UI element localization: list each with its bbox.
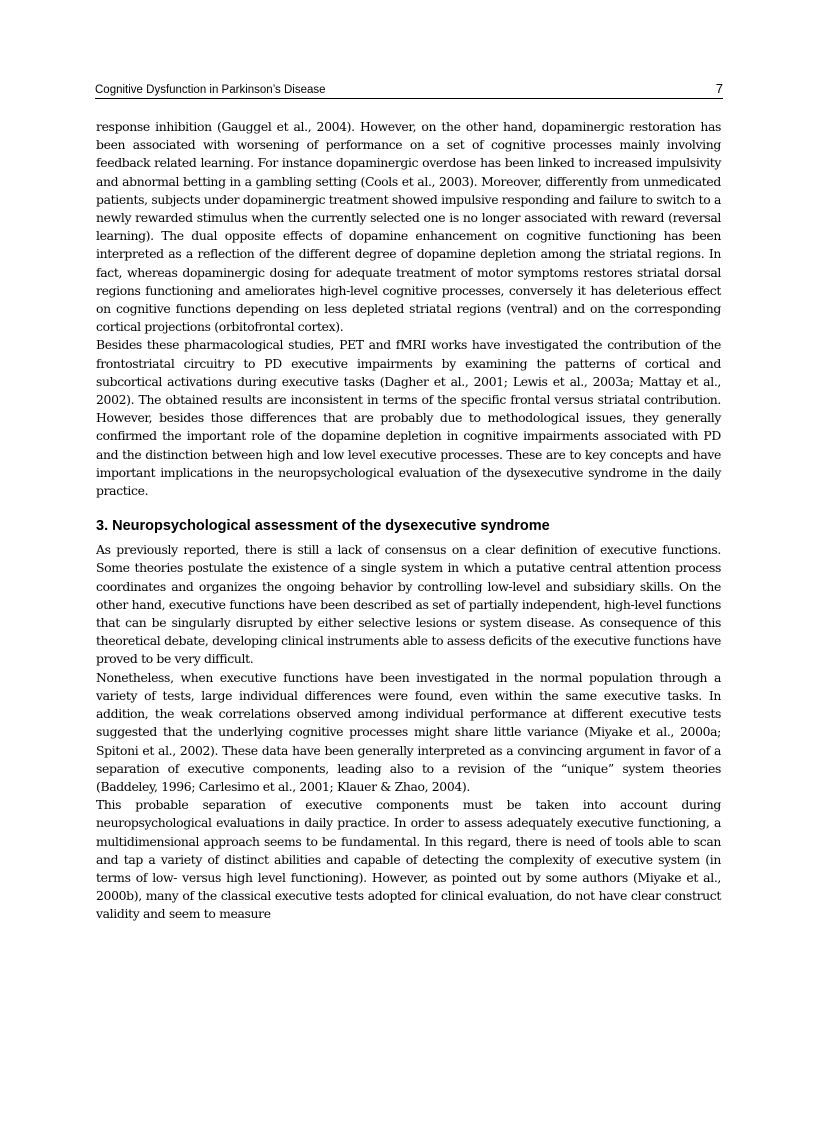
running-title: Cognitive Dysfunction in Parkinson’s Disease (95, 84, 326, 96)
paragraph: As previously reported, there is still a lack of consensus on a clear definition of executive functions. Some theories postulate the existence of a single system in which a putative central attention process coordinates and organizes the ongoing behavior by controlling low-level and subsidiary skills. On the other hand, executive functions have been described as set of partially independent, high-level functions that can be singularly disrupted by either selective lesions or system disease. As consequence of this theoretical debate, developing clinical instruments able to assess deficits of the executive functions have proved to be very difficult. (96, 542, 721, 667)
section-heading: 3. Neuropsychological assessment of the dysexecutive syndrome (96, 518, 550, 535)
body-text (96, 118, 721, 924)
page-number: 7 (715, 81, 723, 96)
paragraph: This probable separation of executive components must be taken into account during neuropsychological evaluations in daily practice. In order to assess adequately executive functioning, a multidimensional approach seems to be fundamental. In this regard, there is need of tools able to scan and tap a variety of distinct abilities and capable of detecting the complexity of executive system (in terms of low- versus high level functioning). However, as pointed out by some authors (Miyake et al., 2000b), many of the classical executive tests adopted for clinical evaluation, do not have clear construct validity and seem to measure (96, 797, 721, 922)
paragraph: response inhibition (Gauggel et al., 2004). However, on the other hand, dopaminergic restoration has been associated with worsening of performance on a set of cognitive processes mainly involving feedback related learning. For instance dopaminergic overdose has been linked to increased impulsivity and abnormal betting in a gambling setting (Cools et al., 2003). Moreover, differently from unmedicated patients, subjects under dopaminergic treatment showed impulsive responding and failure to switch to a newly rewarded stimulus when the currently selected one is no longer associated with reward (reversal learning). The dual opposite effects of dopamine enhancement on cognitive functioning has been interpreted as a reflection of the different degree of dopamine depletion among the striatal regions. In fact, whereas dopaminergic dosing for adequate treatment of motor symptoms restores striatal dorsal regions functioning and ameliorates high-level cognitive processes, conversely it has deleterious effect on cognitive functions depending on less depleted striatal regions (ventral) and on the corresponding cortical projections (orbitofrontal cortex). (96, 119, 721, 335)
running-header (95, 78, 723, 99)
paragraph: Nonetheless, when executive functions have been investigated in the normal population through a variety of tests, large individual differences were found, even within the same executive tasks. In addition, the weak correlations observed among individual performance at different executive tests suggested that the underlying cognitive processes might share little variance (Miyake et al., 2000a; Spitoni et al., 2002). These data have been generally interpreted as a convincing argument in favor of a separation of executive components, leading also to a revision of the “unique” system theories (Baddeley, 1996; Carlesimo et al., 2001; Klauer & Zhao, 2004). (96, 669, 721, 794)
paragraph: Besides these pharmacological studies, PET and fMRI works have investigated the contribution of the frontostriatal circuitry to PD executive impairments by examining the patterns of cortical and subcortical activations during executive tasks (Dagher et al., 2001; Lewis et al., 2003a; Mattay et al., 2002). The obtained results are inconsistent in terms of the specific frontal versus striatal contribution. However, besides those differences that are probably due to methodological issues, they generally confirmed the important role of the dopamine depletion in cognitive impairments associated with PD and the distinction between high and low level executive processes. These are to key concepts and have important implications in the neuropsychological evaluation of the dysexecutive syndrome in the daily practice. (96, 337, 721, 499)
